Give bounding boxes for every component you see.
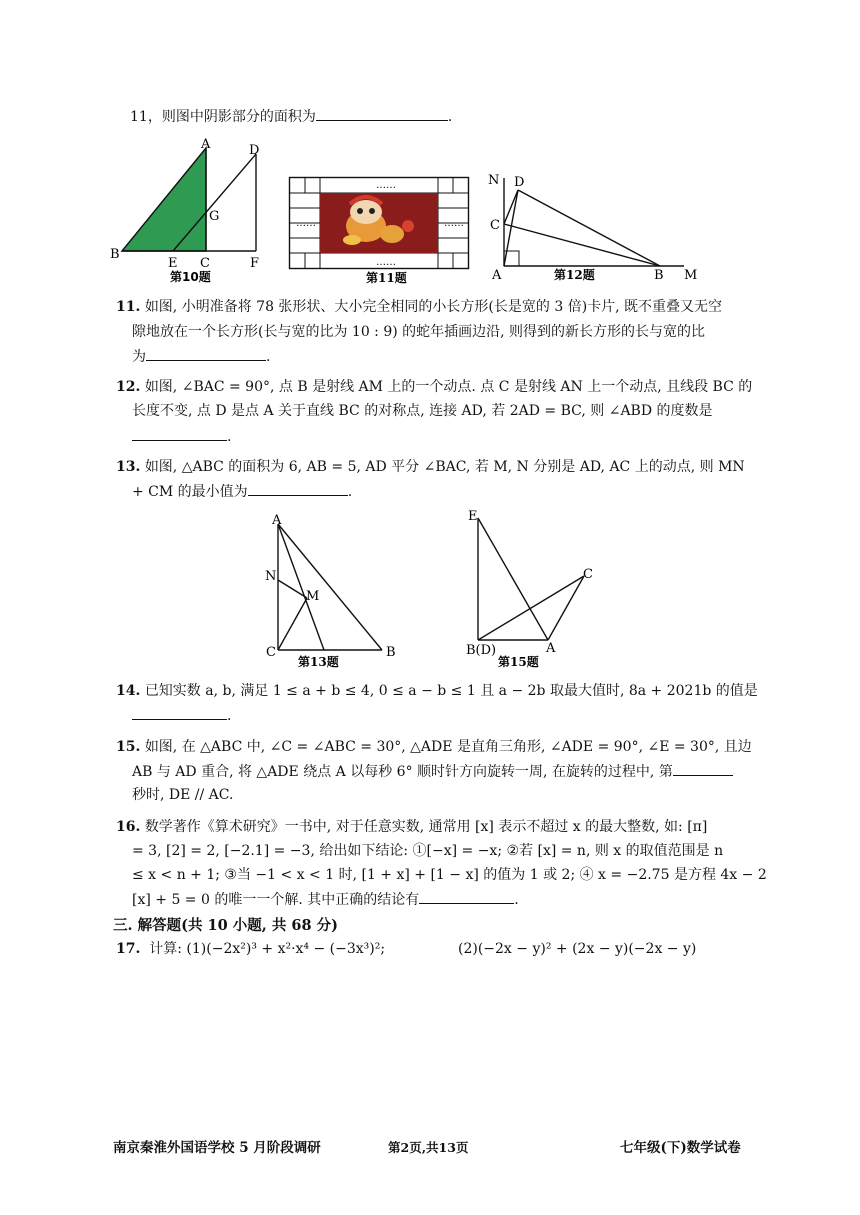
q17-part2: (2)(−2x − y)² + (2x − y)(−2x − y) xyxy=(458,941,697,957)
label-F: F xyxy=(250,256,260,271)
caption-11: 第11题 xyxy=(366,271,407,285)
label-M: M xyxy=(684,268,698,283)
figure-11 xyxy=(288,176,472,286)
dots-bottom: …… xyxy=(376,257,396,268)
answer-blank[interactable] xyxy=(419,889,514,904)
label-C: C xyxy=(583,567,593,582)
q15: 15. 如图, 在 △ABC 中, ∠C = ∠ABC = 30°, △ADE 是直角三角形, ∠ADE = 90°, ∠E = 30°, 且边 xyxy=(116,739,752,755)
dots-right: …… xyxy=(444,218,464,229)
label-C: C xyxy=(200,256,210,271)
q12: 12. 如图, ∠BAC = 90°, 点 B 是射线 AM 上的一个动点. 点 C 是射线 AN 上一个动点, 且线段 BC 的 xyxy=(116,379,753,395)
section-heading: 三. 解答题(共 10 小题, 共 68 分) xyxy=(113,917,338,934)
label-C: C xyxy=(266,645,276,660)
label-N: N xyxy=(265,569,277,584)
label-B: B xyxy=(110,247,120,262)
answer-blank[interactable] xyxy=(316,106,448,121)
footer-page: 第2页,共13页 xyxy=(388,1140,469,1155)
caption-10: 第10题 xyxy=(170,270,211,284)
figure-12 xyxy=(484,166,704,286)
answer-blank[interactable] xyxy=(132,426,227,441)
q17: 17. 计算: (1)(−2x²)³ + x²·x⁴ − (−3x³)²; xyxy=(116,941,386,957)
q10-tail-text: 11，则图中阴影部分的面积为 xyxy=(130,109,316,125)
answer-blank[interactable] xyxy=(673,761,733,776)
q13: 13. 如图, △ABC 的面积为 6, AB = 5, AD 平分 ∠BAC, 若 M, N 分别是 AD, AC 上的动点, 则 MN xyxy=(116,459,745,475)
label-E: E xyxy=(468,509,478,524)
answer-blank[interactable] xyxy=(146,346,266,361)
q11: 11. 如图, 小明准备将 78 张形状、大小完全相同的小长方形(长是宽的 3 倍)卡片, 既不重叠又无空 xyxy=(116,299,723,315)
label-A: A xyxy=(546,641,556,656)
label-N: N xyxy=(488,173,500,188)
q10-tail-line: 11，则图中阴影部分的面积为 . xyxy=(130,106,452,127)
label-G: G xyxy=(209,209,220,224)
caption-12: 第12题 xyxy=(554,268,595,282)
figure-10 xyxy=(108,136,278,286)
label-M: M xyxy=(306,589,320,604)
footer-school: 南京秦淮外国语学校 5 月阶段调研 xyxy=(113,1140,321,1156)
dots-top: …… xyxy=(376,180,396,191)
label-BD: B(D) xyxy=(466,643,497,658)
q16: 16. 数学著作《算术研究》一书中, 对于任意实数, 通常用 [x] 表示不超过 x 的最大整数, 如: [π] xyxy=(116,819,708,835)
q14: 14. 已知实数 a, b, 满足 1 ≤ a + b ≤ 4, 0 ≤ a − b ≤ 1 且 a − 2b 取最大值时, 8a + 2021b 的值是 xyxy=(116,683,758,699)
figure-13 xyxy=(262,510,412,670)
label-A: A xyxy=(492,268,502,283)
label-B: B xyxy=(386,645,396,660)
dots-left: …… xyxy=(296,218,316,229)
answer-blank[interactable] xyxy=(132,705,227,720)
caption-13: 第13题 xyxy=(298,655,339,669)
footer-subject: 七年级(下)数学试卷 xyxy=(620,1140,741,1156)
label-C: C xyxy=(490,218,500,233)
answer-blank[interactable] xyxy=(248,481,348,496)
shaded-region xyxy=(122,148,206,251)
label-D: D xyxy=(249,143,260,158)
label-E: E xyxy=(168,256,178,271)
label-A: A xyxy=(272,513,282,528)
label-A: A xyxy=(201,137,211,152)
caption-15: 第15题 xyxy=(498,655,539,669)
label-B: B xyxy=(654,268,664,283)
figure-15 xyxy=(462,504,612,670)
label-D: D xyxy=(514,175,525,190)
